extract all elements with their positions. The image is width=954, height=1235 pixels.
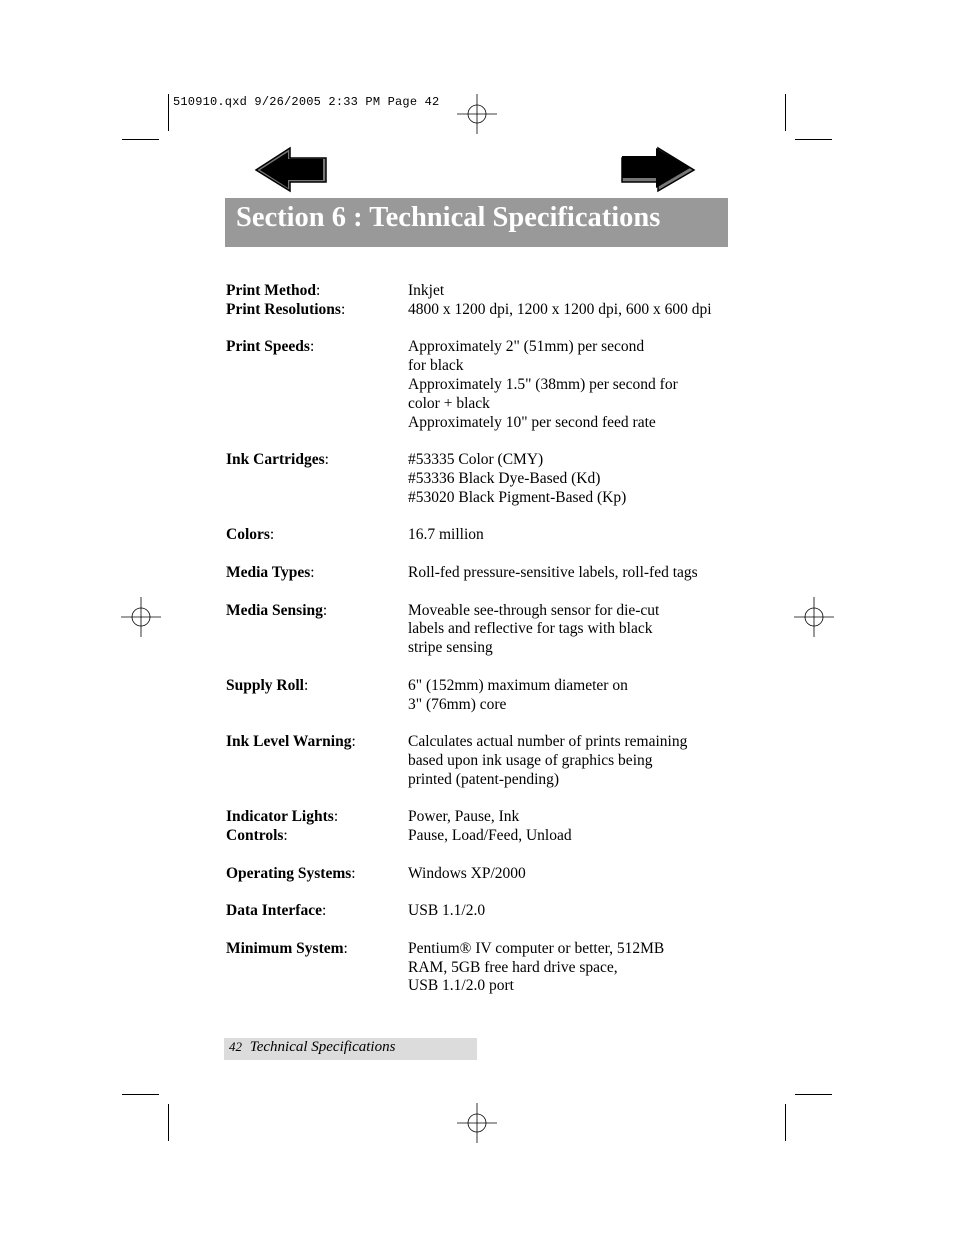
spec-label: Indicator Lights: bbox=[226, 808, 339, 826]
registration-mark-icon bbox=[794, 597, 834, 637]
spec-value bbox=[408, 338, 736, 432]
spec-value-line: 4800 x 1200 dpi, 1200 x 1200 dpi, 600 x 600 dpi bbox=[408, 300, 712, 318]
spec-value bbox=[408, 865, 736, 884]
spec-label: Operating Systems: bbox=[226, 864, 356, 882]
spec-value-line: Calculates actual number of prints remaining bbox=[408, 733, 688, 751]
spec-label: Media Sensing: bbox=[226, 601, 328, 619]
spec-value-line: Pause, Load/Feed, Unload bbox=[408, 827, 572, 845]
spec-value-line: Windows XP/2000 bbox=[408, 864, 526, 882]
section-header bbox=[225, 198, 728, 247]
spec-value-line: labels and reflective for tags with black bbox=[408, 620, 653, 638]
spec-row bbox=[226, 902, 736, 921]
arrow-right-icon[interactable] bbox=[620, 145, 696, 193]
spec-row bbox=[226, 338, 736, 432]
spec-value-line: Approximately 1.5" (38mm) per second for bbox=[408, 375, 678, 393]
spec-row bbox=[226, 940, 736, 996]
crop-mark bbox=[122, 1094, 159, 1095]
crop-mark bbox=[795, 139, 832, 140]
spec-value-line: Pentium® IV computer or better, 512MB bbox=[408, 939, 665, 957]
spec-value-line: #53020 Black Pigment-Based (Kp) bbox=[408, 488, 627, 506]
page-number: 42 bbox=[229, 1039, 242, 1054]
spec-row bbox=[226, 451, 736, 507]
spec-label: Media Types: bbox=[226, 563, 315, 581]
spec-label: Supply Roll: bbox=[226, 676, 309, 694]
spec-value-line: 16.7 million bbox=[408, 526, 484, 544]
spec-value bbox=[408, 602, 736, 658]
crop-mark bbox=[168, 1104, 169, 1141]
spec-value bbox=[408, 301, 736, 320]
registration-mark-icon bbox=[457, 94, 497, 134]
print-slug: 510910.qxd 9/26/2005 2:33 PM Page 42 bbox=[173, 95, 440, 109]
spec-value-line: #53336 Black Dye-Based (Kd) bbox=[408, 469, 601, 487]
spec-value bbox=[408, 451, 736, 507]
crop-mark bbox=[795, 1094, 832, 1095]
spec-row bbox=[226, 526, 736, 545]
spec-label: Print Speeds: bbox=[226, 338, 315, 356]
spec-value-line: printed (patent-pending) bbox=[408, 770, 560, 788]
spec-value bbox=[408, 808, 736, 827]
spec-value bbox=[408, 564, 736, 583]
spec-row bbox=[226, 677, 736, 715]
spec-value-line: Inkjet bbox=[408, 282, 445, 299]
spec-value-line: USB 1.1/2.0 port bbox=[408, 977, 514, 995]
spec-list bbox=[226, 282, 736, 996]
crop-mark bbox=[122, 139, 159, 140]
spec-value bbox=[408, 677, 736, 715]
spec-label: Print Resolutions: bbox=[226, 300, 346, 318]
spec-value bbox=[408, 282, 736, 301]
spec-value bbox=[408, 940, 736, 996]
spec-row bbox=[226, 733, 736, 789]
section-title: Section 6 : Technical Specifications bbox=[236, 202, 661, 233]
spec-value-line: USB 1.1/2.0 bbox=[408, 902, 486, 920]
spec-value bbox=[408, 902, 736, 921]
spec-row bbox=[226, 282, 736, 301]
registration-mark-icon bbox=[121, 597, 161, 637]
spec-label: Minimum System: bbox=[226, 939, 348, 957]
registration-mark-icon bbox=[457, 1103, 497, 1143]
crop-mark bbox=[785, 94, 786, 131]
crop-mark bbox=[168, 94, 169, 131]
spec-row bbox=[226, 564, 736, 583]
spec-label: Ink Cartridges: bbox=[226, 451, 329, 469]
crop-mark bbox=[785, 1104, 786, 1141]
spec-row bbox=[226, 602, 736, 658]
spec-value-line: for black bbox=[408, 357, 464, 375]
spec-row bbox=[226, 808, 736, 827]
page-footer bbox=[224, 1038, 477, 1060]
spec-row bbox=[226, 827, 736, 846]
footer-title: Technical Specifications bbox=[249, 1039, 396, 1055]
spec-label: Print Method: bbox=[226, 282, 321, 299]
spec-label: Ink Level Warning: bbox=[226, 733, 356, 751]
spec-label: Colors: bbox=[226, 526, 275, 544]
spec-value-line: Approximately 2" (51mm) per second bbox=[408, 338, 645, 356]
spec-value bbox=[408, 733, 736, 789]
spec-label: Controls: bbox=[226, 827, 288, 845]
spec-value-line: Moveable see-through sensor for die-cut bbox=[408, 601, 660, 619]
spec-value-line: Approximately 10" per second feed rate bbox=[408, 413, 656, 431]
spec-label: Data Interface: bbox=[226, 902, 327, 920]
spec-value-line: based upon ink usage of graphics being bbox=[408, 751, 653, 769]
spec-value-line: 3" (76mm) core bbox=[408, 695, 507, 713]
spec-value-line: RAM, 5GB free hard drive space, bbox=[408, 958, 618, 976]
arrow-left-icon[interactable] bbox=[252, 145, 328, 193]
spec-value-line: stripe sensing bbox=[408, 639, 493, 657]
spec-value bbox=[408, 526, 736, 545]
spec-row bbox=[226, 865, 736, 884]
spec-value bbox=[408, 827, 736, 846]
spec-value-line: #53335 Color (CMY) bbox=[408, 451, 544, 469]
spec-row bbox=[226, 301, 736, 320]
spec-value-line: 6" (152mm) maximum diameter on bbox=[408, 676, 628, 694]
spec-value-line: Power, Pause, Ink bbox=[408, 808, 520, 826]
spec-value-line: Roll-fed pressure-sensitive labels, roll-fed tags bbox=[408, 563, 698, 581]
spec-value-line: color + black bbox=[408, 394, 490, 412]
